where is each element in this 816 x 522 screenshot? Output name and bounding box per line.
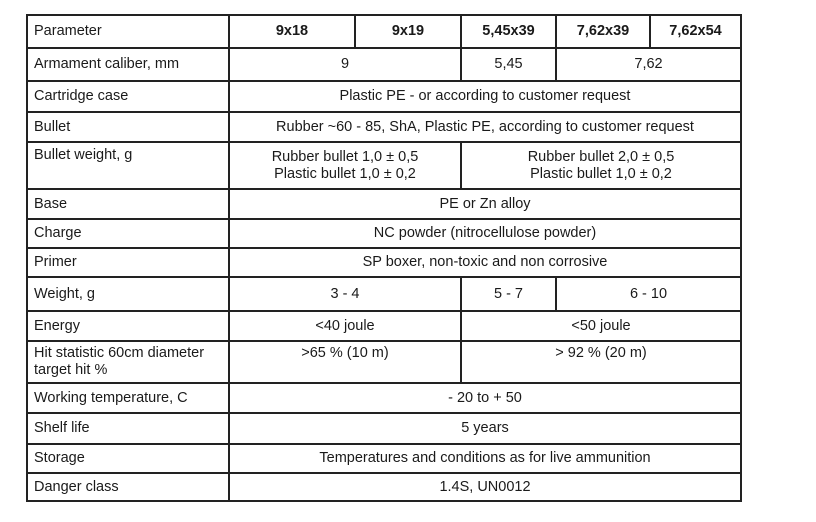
bullet-weight-pistol-rubber: Rubber bullet 1,0 ± 0,5 — [271, 148, 419, 165]
row-shelf — [27, 413, 741, 444]
danger-value: 1.4S, UN0012 — [229, 473, 741, 501]
charge-value: NC powder (nitrocellulose powder) — [229, 219, 741, 248]
row-storage — [27, 444, 741, 473]
weight-762: 6 - 10 — [556, 277, 741, 311]
bullet-weight-pistol — [229, 142, 461, 189]
weight-9: 3 - 4 — [229, 277, 461, 311]
primer-value: SP boxer, non-toxic and non corrosive — [229, 248, 741, 277]
row-energy — [27, 311, 741, 341]
case-value: Plastic PE - or according to customer request — [229, 81, 741, 112]
hit-label-line1: Hit statistic 60cm diameter — [34, 345, 205, 361]
weight-label: Weight, g — [27, 277, 229, 311]
bullet-value: Rubber ~60 - 85, ShA, Plastic PE, according to customer request — [229, 112, 741, 142]
energy-rifle: <50 joule — [461, 311, 741, 341]
temperature-label: Working temperature, C — [27, 383, 229, 413]
caliber-545: 5,45 — [461, 48, 556, 81]
bullet-label: Bullet — [27, 112, 229, 142]
shelf-label: Shelf life — [27, 413, 229, 444]
shelf-value: 5 years — [229, 413, 741, 444]
row-base — [27, 189, 741, 219]
danger-label: Danger class — [27, 473, 229, 501]
storage-label: Storage — [27, 444, 229, 473]
header-9x18: 9x18 — [229, 15, 355, 48]
spec-table — [26, 14, 742, 502]
primer-label: Primer — [27, 248, 229, 277]
row-weight — [27, 277, 741, 311]
row-danger — [27, 473, 741, 501]
row-bullet-weight — [27, 142, 741, 189]
row-bullet — [27, 112, 741, 142]
hit-rifle: > 92 % (20 m) — [461, 341, 741, 383]
hit-pistol: >65 % (10 m) — [229, 341, 461, 383]
case-label: Cartridge case — [27, 81, 229, 112]
header-762x54: 7,62x54 — [650, 15, 741, 48]
header-545x39: 5,45x39 — [461, 15, 556, 48]
row-hit — [27, 341, 741, 383]
hit-label — [27, 341, 229, 383]
header-9x19: 9x19 — [355, 15, 461, 48]
bullet-weight-rifle-plastic: Plastic bullet 1,0 ± 0,2 — [530, 165, 672, 182]
row-temperature — [27, 383, 741, 413]
row-caliber — [27, 48, 741, 81]
caliber-9: 9 — [229, 48, 461, 81]
header-row — [27, 15, 741, 48]
header-parameter: Parameter — [27, 15, 229, 48]
caliber-762: 7,62 — [556, 48, 741, 81]
energy-label: Energy — [27, 311, 229, 341]
row-case — [27, 81, 741, 112]
bullet-weight-label: Bullet weight, g — [27, 142, 229, 189]
weight-545: 5 - 7 — [461, 277, 556, 311]
charge-label: Charge — [27, 219, 229, 248]
hit-label-line2: target hit % — [34, 362, 108, 378]
base-value: PE or Zn alloy — [229, 189, 741, 219]
row-charge — [27, 219, 741, 248]
storage-value: Temperatures and conditions as for live ammunition — [229, 444, 741, 473]
caliber-label: Armament caliber, mm — [27, 48, 229, 81]
bullet-weight-pistol-plastic: Plastic bullet 1,0 ± 0,2 — [274, 165, 416, 182]
bullet-weight-rifle — [461, 142, 741, 189]
header-762x39: 7,62x39 — [556, 15, 650, 48]
row-primer — [27, 248, 741, 277]
bullet-weight-rifle-rubber: Rubber bullet 2,0 ± 0,5 — [527, 148, 675, 165]
energy-pistol: <40 joule — [229, 311, 461, 341]
base-label: Base — [27, 189, 229, 219]
temperature-value: - 20 to + 50 — [229, 383, 741, 413]
